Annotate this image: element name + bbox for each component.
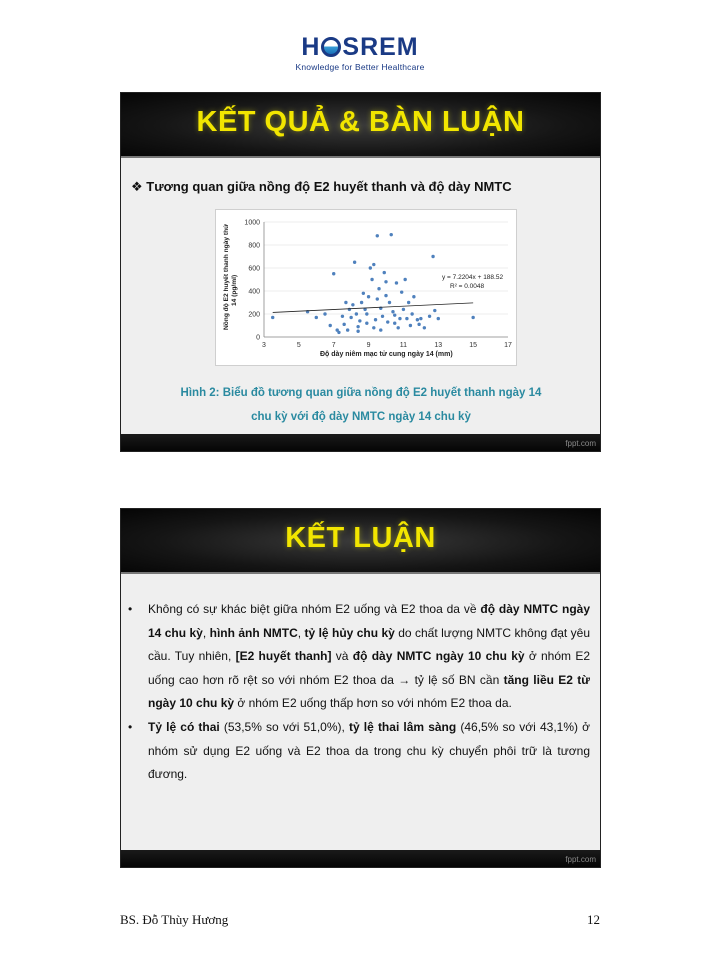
- data-point: [346, 328, 349, 331]
- data-point: [428, 315, 431, 318]
- text-run: ở nhóm E2 uống thấp hơn so với nhóm E2 thoa da.: [234, 696, 512, 711]
- data-point: [376, 234, 379, 237]
- page-number: 12: [587, 912, 600, 927]
- data-point: [471, 316, 474, 319]
- data-point: [419, 317, 422, 320]
- bold-run: độ dày NMTC ngày 10 chu kỳ: [352, 649, 525, 664]
- data-point: [384, 280, 387, 283]
- slide-conclusion: [120, 508, 601, 868]
- data-point: [405, 317, 408, 320]
- data-point: [379, 328, 382, 331]
- text-run: ,: [202, 625, 210, 640]
- data-point: [398, 317, 401, 320]
- data-point: [360, 301, 363, 304]
- data-points: [271, 233, 475, 334]
- data-point: [323, 312, 326, 315]
- data-point: [367, 295, 370, 298]
- watermark: fppt.com: [565, 855, 596, 864]
- data-point: [329, 324, 332, 327]
- y-tick-label: 600: [248, 265, 260, 273]
- data-point: [409, 324, 412, 327]
- data-point: [271, 316, 274, 319]
- text-run: ở nhóm E2 uống cao hơn rõ rệt so với nhóm E2 thoa da: [148, 649, 590, 687]
- list-item: [128, 716, 590, 787]
- bold-run: tăng liều E2 từ ngày 10 chu kỳ: [148, 672, 590, 711]
- conclusion-list: [128, 598, 590, 787]
- figure-caption-line2: chu kỳ với độ dày NMTC ngày 14 chu kỳ: [251, 411, 471, 423]
- x-tick-label: 13: [434, 342, 443, 349]
- text-run: (46,5% so với 43,1%) ở nhóm sử dụng E2 uống và E2 thoa da trong chu kỳ chuyển phôi trữ là tương đương.: [148, 719, 590, 782]
- data-point: [386, 320, 389, 323]
- x-tick-label: 3: [262, 342, 266, 349]
- x-tick-labels: [262, 342, 512, 349]
- data-point: [407, 301, 410, 304]
- bold-run: hình ảnh NMTC: [209, 625, 298, 640]
- bold-run: độ dày NMTC ngày 14 chu kỳ: [148, 602, 590, 640]
- data-point: [393, 313, 396, 316]
- data-point: [431, 255, 434, 258]
- data-point: [403, 278, 406, 281]
- text-run: (53,5% so với 51,0%),: [219, 719, 349, 734]
- bold-run: Tỷ lệ có thai: [148, 719, 220, 734]
- data-point: [410, 312, 413, 315]
- scatter-chart: [215, 209, 517, 366]
- y-tick-label: 400: [248, 288, 260, 296]
- globe-icon: [321, 37, 341, 57]
- text-run: và: [331, 649, 353, 664]
- data-point: [315, 316, 318, 319]
- data-point: [372, 326, 375, 329]
- data-point: [381, 315, 384, 318]
- data-point: [388, 301, 391, 304]
- text-run: Không có sự khác biệt giữa nhóm E2 uống và E2 thoa da về: [148, 602, 481, 616]
- section-bullet: ❖ Tương quan giữa nồng độ E2 huyết thanh và độ dày NMTC: [131, 179, 512, 194]
- data-point: [376, 297, 379, 300]
- trend-r2: R² = 0.0048: [450, 283, 485, 290]
- y-axis-label-line1: Nồng độ E2 huyết thanh ngày thứ: [223, 224, 230, 330]
- data-point: [337, 331, 340, 334]
- bold-run: [E2 huyết thanh]: [235, 649, 332, 664]
- data-point: [437, 317, 440, 320]
- data-point: [356, 330, 359, 333]
- list-item: [128, 598, 590, 716]
- logo-tagline: Knowledge for Better Healthcare: [295, 62, 425, 72]
- watermark: fppt.com: [565, 439, 596, 448]
- x-tick-label: 5: [296, 342, 301, 349]
- bullet-dot: •: [128, 602, 133, 616]
- logo-letters-srem: SREM: [342, 33, 419, 61]
- data-point: [342, 323, 345, 326]
- data-point: [377, 287, 380, 290]
- data-point: [384, 294, 387, 297]
- x-tick-label: 17: [504, 342, 512, 349]
- data-point: [332, 272, 335, 275]
- x-axis-label: Độ dày niêm mạc tử cung ngày 14 (mm): [320, 351, 453, 358]
- data-point: [351, 303, 354, 306]
- data-point: [390, 233, 393, 236]
- data-point: [344, 301, 347, 304]
- trendline: [273, 303, 473, 313]
- data-point: [341, 315, 344, 318]
- data-point: [365, 312, 368, 315]
- data-point: [397, 326, 400, 329]
- logo-wordmark: [301, 34, 418, 60]
- y-tick-label: 1000: [244, 219, 260, 227]
- data-point: [369, 266, 372, 269]
- x-tick-label: 15: [469, 342, 478, 349]
- page-author: BS. Đỗ Thùy Hương: [120, 912, 229, 927]
- slide-footer-bar: [121, 434, 600, 451]
- data-point: [358, 319, 361, 322]
- data-point: [391, 310, 394, 313]
- data-point: [423, 326, 426, 329]
- data-point: [349, 316, 352, 319]
- hosrem-logo: [280, 34, 440, 78]
- text-run: tỷ lệ số BN cần: [410, 672, 504, 687]
- bullet-dot: •: [128, 719, 133, 734]
- trend-equation: y = 7.2204x + 188.52: [442, 274, 504, 281]
- bold-run: tỷ lệ thai lâm sàng: [349, 719, 457, 734]
- y-axis-label-line2: 14 (pg/ml): [231, 274, 238, 306]
- data-point: [400, 290, 403, 293]
- data-point: [355, 312, 358, 315]
- text-run: do chất lượng NMTC không đạt yêu cầu. Tuy nhiên,: [148, 625, 591, 664]
- x-tick-label: 7: [331, 342, 336, 349]
- data-point: [417, 323, 420, 326]
- bold-run: tỷ lệ hủy chu kỳ: [304, 625, 395, 640]
- slide-results: [120, 92, 601, 452]
- data-point: [393, 322, 396, 325]
- arrow-icon: →: [398, 672, 411, 687]
- data-point: [374, 318, 377, 321]
- slide-header: [121, 509, 600, 574]
- data-point: [395, 281, 398, 284]
- y-tick-labels: [244, 220, 260, 342]
- data-point: [365, 322, 368, 325]
- text-run: ,: [297, 625, 305, 640]
- data-point: [416, 318, 419, 321]
- slide-footer-bar: [121, 850, 600, 867]
- data-point: [348, 308, 351, 311]
- data-point: [353, 261, 356, 264]
- data-point: [402, 308, 405, 311]
- slide-title: KẾT LUẬN: [285, 522, 436, 554]
- data-point: [362, 292, 365, 295]
- y-tick-label: 800: [248, 242, 260, 250]
- data-point: [370, 278, 373, 281]
- x-tick-label: 9: [366, 342, 371, 349]
- scatter-chart-svg: [216, 210, 516, 365]
- logo-letter-h: H: [301, 33, 321, 61]
- y-tick-label: 200: [248, 311, 260, 319]
- data-point: [372, 263, 375, 266]
- data-point: [356, 325, 359, 328]
- slide-header: [121, 93, 600, 158]
- x-tick-label: 11: [399, 342, 408, 349]
- data-point: [433, 309, 436, 312]
- data-point: [412, 295, 415, 298]
- slide-title: KẾT QUẢ & BÀN LUẬN: [196, 106, 525, 138]
- figure-caption-line1: Hình 2: Biểu đồ tương quan giữa nồng độ E2 huyết thanh ngày 14: [180, 387, 542, 399]
- y-tick-label: 0: [256, 334, 260, 342]
- data-point: [383, 271, 386, 274]
